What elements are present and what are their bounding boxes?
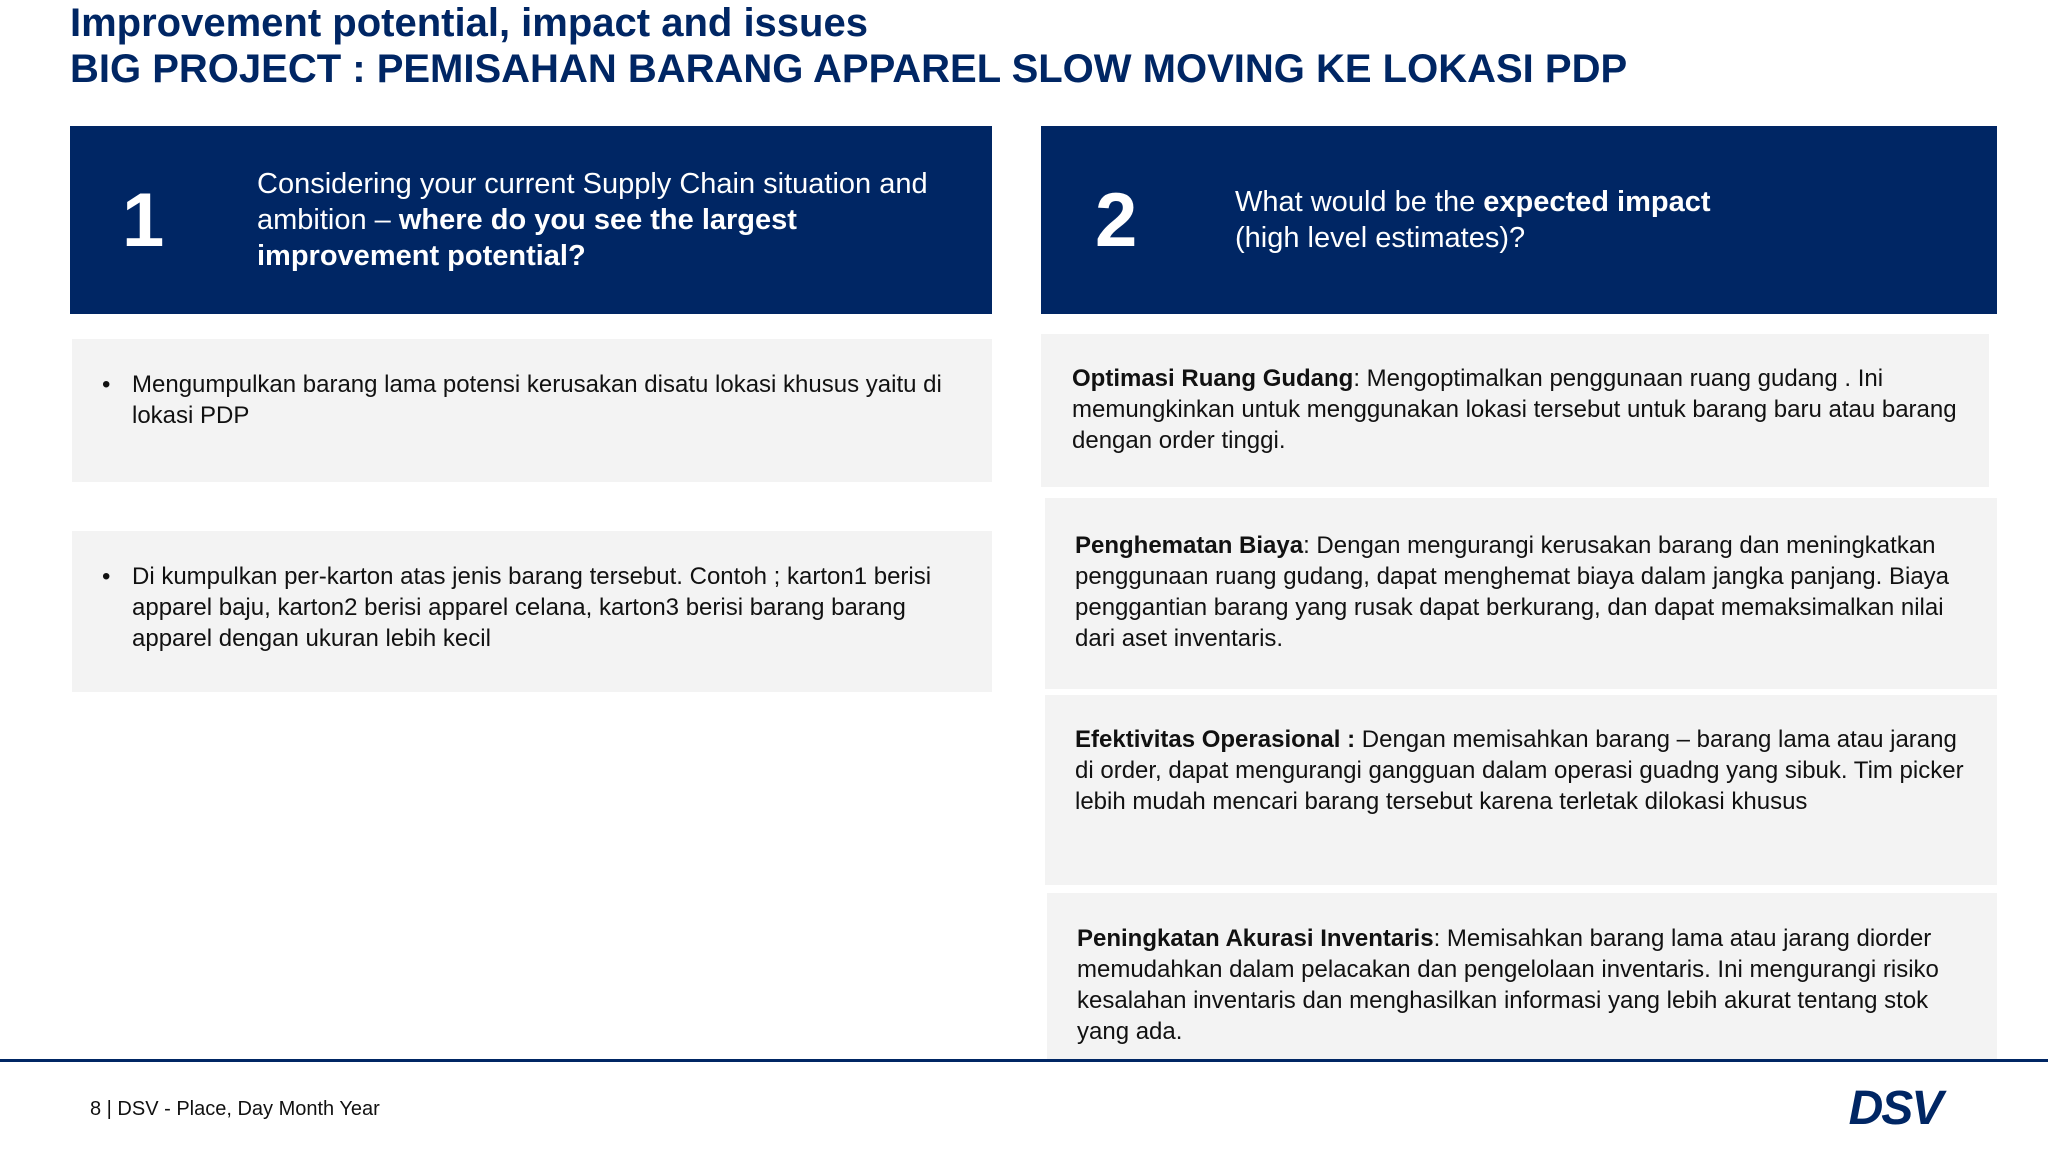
right-item-2-text: : Dengan mengurangi kerusakan barang dan meningkatkan penggunaan ruang gudang, dapat menghemat biaya dalam jangka panjang. Biaya penggantian barang yang rusak dapat berkurang, dan dapat memaksimalkan nilai dari aset inventaris. <box>1075 532 1950 652</box>
left-card-1 <box>72 339 992 482</box>
left-question-line2-bold: where do you see the largest <box>398 204 797 236</box>
right-card-2 <box>1045 498 1997 689</box>
left-question-line1: Considering your current Supply Chain situation and <box>257 168 928 200</box>
right-card-4 <box>1047 893 1997 1059</box>
right-item-1-text: : Mengoptimalkan penggunaan ruang gudang . Ini memungkinkan untuk menggunakan lokasi tersebut untuk barang baru atau barang dengan order tinggi. <box>1072 365 1957 454</box>
page-title <box>70 0 1627 92</box>
bullet-icon: • <box>102 371 111 398</box>
right-question-line2: (high level estimates)? <box>1235 222 1526 254</box>
left-question-line3-bold: improvement potential? <box>257 240 586 272</box>
right-question-header <box>1041 126 1997 314</box>
title-line-2: BIG PROJECT : PEMISAHAN BARANG APPAREL SLOW MOVING KE LOKASI PDP <box>70 47 1628 91</box>
bullet-icon: • <box>102 563 111 590</box>
right-card-1 <box>1041 334 1989 487</box>
footer-text: 8 | DSV - Place, Day Month Year <box>90 1098 380 1120</box>
left-item-1-text: Mengumpulkan barang lama potensi kerusakan disatu lokasi khusus yaitu di lokasi PDP <box>132 371 942 429</box>
left-item-2-text: Di kumpulkan per-karton atas jenis barang tersebut. Contoh ; karton1 berisi apparel baju, karton2 berisi apparel celana, karton3 berisi barang barang apparel dengan ukuran lebih kecil <box>132 563 932 652</box>
right-item-2-label: Penghematan Biaya <box>1075 532 1304 559</box>
left-question-header <box>70 126 992 314</box>
left-question-line2-plain: ambition – <box>257 204 399 236</box>
dsv-logo-icon <box>1832 1087 1958 1127</box>
left-question-number: 1 <box>122 177 165 263</box>
right-item-1-label: Optimasi Ruang Gudang <box>1072 365 1354 392</box>
right-card-3 <box>1045 695 1997 885</box>
title-line-1: Improvement potential, impact and issues <box>70 1 868 45</box>
right-item-4-label: Peningkatan Akurasi Inventaris <box>1077 925 1434 952</box>
right-question-number: 2 <box>1095 177 1138 263</box>
left-question-text <box>257 126 977 314</box>
dsv-logo-text: DSV <box>1848 1087 1942 1127</box>
right-question-bold: expected impact <box>1483 186 1711 218</box>
list-item <box>102 369 962 431</box>
right-item-3-text: Dengan memisahkan barang – barang lama atau jarang di order, dapat mengurangi gangguan dalam operasi guadng yang sibuk. Tim picker lebih mudah mencari barang tersebut karena terletak dilokasi khusus <box>1075 726 1964 815</box>
right-question-text <box>1235 126 1955 314</box>
footer-divider <box>0 1059 2048 1062</box>
right-item-4-text: : Memisahkan barang lama atau jarang diorder memudahkan dalam pelacakan dan pengelolaan inventaris. Ini mengurangi risiko kesalahan inventaris dan menghasilkan informasi yang lebih akurat tentang stok yang ada. <box>1077 925 1939 1045</box>
list-item <box>102 561 972 654</box>
right-item-3-label: Efektivitas Operasional : <box>1075 726 1356 753</box>
left-card-2 <box>72 531 992 692</box>
right-question-plain: What would be the <box>1235 186 1484 218</box>
